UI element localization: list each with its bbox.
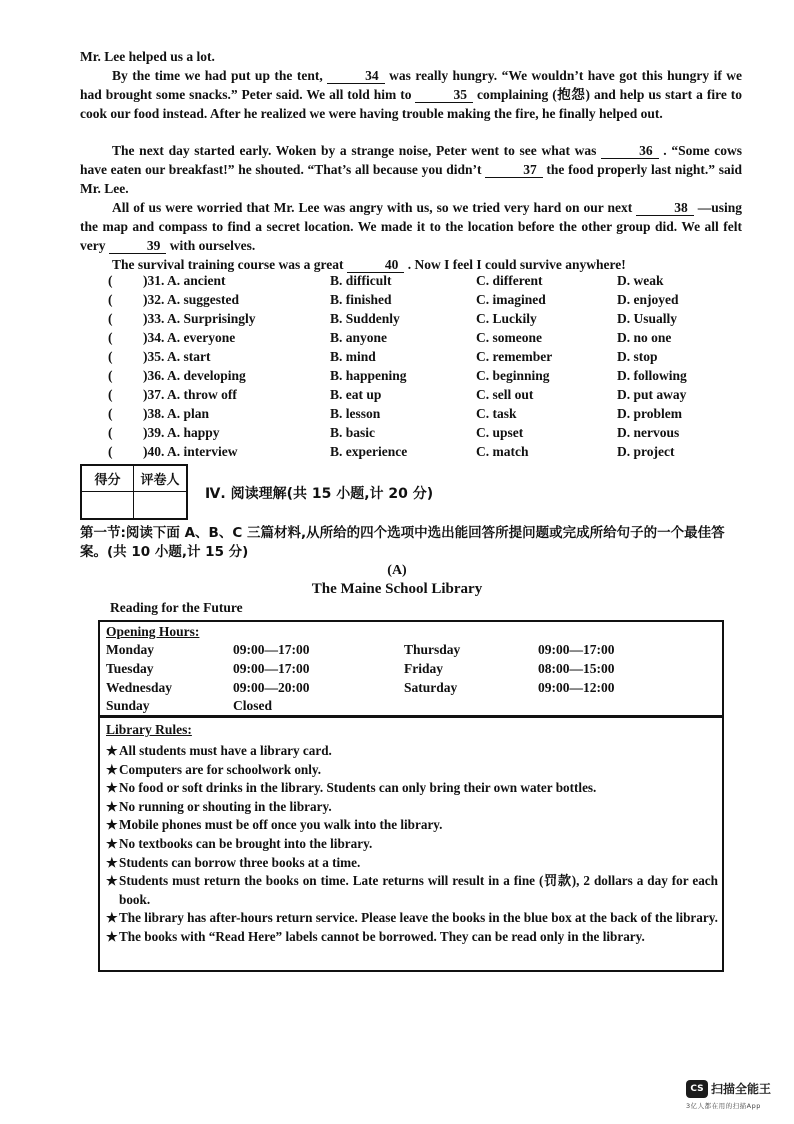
grader-label: 评卷人: [134, 466, 186, 492]
option-a: )39. A. happy: [143, 425, 220, 440]
rule-item: ★ The library has after-hours return service. Please leave the books in the blue box at the back of the library.: [106, 909, 718, 928]
blank-34: 34: [327, 68, 385, 84]
option-b: B. basic: [330, 425, 376, 440]
option-d: D. project: [617, 444, 675, 459]
option-b: B. mind: [330, 349, 376, 364]
passage-text: The survival training course was a great: [112, 257, 344, 272]
option-d: D. problem: [617, 406, 683, 421]
option-b: B. anyone: [330, 330, 388, 345]
time: 09:00—17:00: [538, 642, 615, 657]
star-icon: ★: [106, 817, 118, 833]
rule-item: ★ Computers are for schoolwork only.: [106, 761, 718, 780]
passage-text: was really hungry. “We wouldn’t have got this hungry if we had brought some snacks.” Peter said. We all told him to: [80, 68, 743, 102]
blank-36: 36: [601, 143, 659, 159]
blank-39: 39: [109, 238, 167, 254]
option-a: )36. A. developing: [143, 368, 246, 383]
option-a: )40. A. interview: [143, 444, 238, 459]
scanner-app-name: 扫描全能王: [711, 1082, 772, 1096]
star-icon: ★: [106, 780, 118, 796]
day: Friday: [404, 661, 443, 676]
blank-35: 35: [415, 87, 473, 103]
option-b: B. difficult: [330, 273, 392, 288]
scanner-logo-icon: CS: [686, 1080, 708, 1098]
passage-text: By the time we had put up the tent,: [112, 68, 323, 83]
passage-subtitle: Reading for the Future: [110, 600, 243, 615]
day: Saturday: [404, 680, 458, 695]
option-b: B. lesson: [330, 406, 381, 421]
score-box: [80, 464, 188, 520]
time: Closed: [233, 698, 273, 713]
option-a: )33. A. Surprisingly: [143, 311, 256, 326]
passage-text: . Now I feel I could survive anywhere!: [407, 257, 626, 272]
passage-text: All of us were worried that Mr. Lee was angry with us, so we tried very hard on our next: [112, 200, 633, 215]
passage-title: The Maine School Library: [311, 581, 483, 597]
option-c: C. beginning: [476, 368, 550, 383]
option-d: D. no one: [617, 330, 672, 345]
answer-paren: (: [108, 387, 113, 402]
hours-heading: Opening Hours:: [106, 624, 200, 639]
option-d: D. put away: [617, 387, 687, 402]
section-title: Ⅳ. 阅读理解(共 15 小题,计 20 分): [205, 486, 434, 502]
opening-hours-box: [98, 620, 724, 717]
star-icon: ★: [106, 928, 118, 944]
option-c: C. upset: [476, 425, 524, 440]
option-c: C. task: [476, 406, 517, 421]
option-c: C. remember: [476, 349, 553, 364]
option-a: )32. A. suggested: [143, 292, 240, 307]
option-c: C. different: [476, 273, 543, 288]
passage-text: the food properly last night.” said Mr. Lee.: [80, 162, 742, 196]
option-d: D. weak: [617, 273, 664, 288]
answer-paren: (: [108, 273, 113, 288]
passage-text: . “Some cows have eaten our breakfast!” he shouted. “That’s all because you didn’t: [80, 143, 743, 177]
hours-row: [106, 661, 706, 680]
option-c: C. sell out: [476, 387, 534, 402]
time: 09:00—20:00: [233, 680, 310, 695]
passage-line: Mr. Lee helped us a lot.: [80, 49, 215, 64]
day: Sunday: [106, 698, 150, 713]
answer-paren: (: [108, 444, 113, 459]
rule-item: ★ The books with “Read Here” labels cannot be borrowed. They can be read only in the library.: [106, 928, 718, 947]
option-d: D. stop: [617, 349, 658, 364]
option-c: C. imagined: [476, 292, 546, 307]
answer-paren: (: [108, 330, 113, 345]
answer-paren: (: [108, 406, 113, 421]
option-a: )31. A. ancient: [143, 273, 226, 288]
star-icon: ★: [106, 798, 118, 814]
library-rules-box: [98, 716, 724, 972]
option-d: D. following: [617, 368, 687, 383]
day: Wednesday: [106, 680, 173, 695]
passage-paragraph-3: [80, 198, 742, 255]
rules-heading: Library Rules:: [106, 722, 192, 737]
time: 09:00—12:00: [538, 680, 615, 695]
star-icon: ★: [106, 873, 118, 889]
score-label: 得分: [82, 466, 134, 492]
option-a: )37. A. throw off: [143, 387, 237, 402]
option-c: C. Luckily: [476, 311, 537, 326]
option-c: C. someone: [476, 330, 542, 345]
rule-item: ★ Students must return the books on time. Late returns will result in a fine (罚款), 2 dollars a day for each book.: [106, 873, 718, 907]
answer-paren: (: [108, 292, 113, 307]
option-d: D. Usually: [617, 311, 678, 326]
option-d: D. enjoyed: [617, 292, 679, 307]
passage-paragraph-1: [80, 66, 742, 123]
rule-item: ★ All students must have a library card.: [106, 742, 718, 761]
blank-37: 37: [485, 162, 543, 178]
day: Thursday: [404, 642, 461, 657]
hours-row: [106, 642, 706, 661]
option-a: )35. A. start: [143, 349, 211, 364]
section-instruction: 第一节:阅读下面 A、B、C 三篇材料,从所给的四个选项中选出能回答所提问题或完成所给句子的一个最佳答案。(共 10 小题,计 15 分): [80, 525, 725, 560]
rule-item: ★ Students can borrow three books at a time.: [106, 854, 718, 873]
passage-label: (A): [387, 563, 407, 578]
time: 08:00—15:00: [538, 661, 615, 676]
scanner-tagline: 3亿人都在用的扫描App: [686, 1102, 761, 1110]
hours-row: [106, 698, 706, 717]
option-b: B. Suddenly: [330, 311, 400, 326]
grader-cell: [134, 492, 186, 518]
rules-list: [106, 742, 718, 947]
rule-item: ★ No food or soft drinks in the library. Students can only bring their own water bottles.: [106, 779, 718, 798]
option-b: B. experience: [330, 444, 408, 459]
option-d: D. nervous: [617, 425, 680, 440]
rule-item: ★ No running or shouting in the library.: [106, 798, 718, 817]
passage-text: complaining (抱怨) and help us start a fire to cook our food instead. After he realized we were having trouble making the fire, he finally helped out.: [80, 87, 743, 121]
star-icon: ★: [106, 835, 118, 851]
blank-38: 38: [636, 200, 694, 216]
star-icon: ★: [106, 854, 118, 870]
answer-paren: (: [108, 425, 113, 440]
star-icon: ★: [106, 910, 118, 926]
passage-text: with ourselves.: [169, 238, 256, 253]
time: 09:00—17:00: [233, 661, 310, 676]
answer-paren: (: [108, 349, 113, 364]
star-icon: ★: [106, 743, 118, 758]
option-b: B. finished: [330, 292, 392, 307]
day: Monday: [106, 642, 155, 657]
star-icon: ★: [106, 761, 118, 777]
answer-paren: (: [108, 311, 113, 326]
day: Tuesday: [106, 661, 154, 676]
option-a: )38. A. plan: [143, 406, 210, 421]
option-b: B. eat up: [330, 387, 382, 402]
blank-40: 40: [347, 257, 405, 273]
passage-paragraph-2: [80, 141, 742, 198]
answer-paren: (: [108, 368, 113, 383]
rule-item: ★ Mobile phones must be off once you walk into the library.: [106, 816, 718, 835]
option-a: )34. A. everyone: [143, 330, 236, 345]
option-b: B. happening: [330, 368, 407, 383]
score-cell: [82, 492, 134, 518]
rule-item: ★ No textbooks can be brought into the library.: [106, 835, 718, 854]
option-c: C. match: [476, 444, 529, 459]
hours-row: [106, 680, 706, 699]
passage-text: —using the map and compass to find a secret location. We made it to the location before the other group did. We all felt very: [80, 200, 743, 253]
time: 09:00—17:00: [233, 642, 310, 657]
passage-text: The next day started early. Woken by a strange noise, Peter went to see what was: [112, 143, 597, 158]
